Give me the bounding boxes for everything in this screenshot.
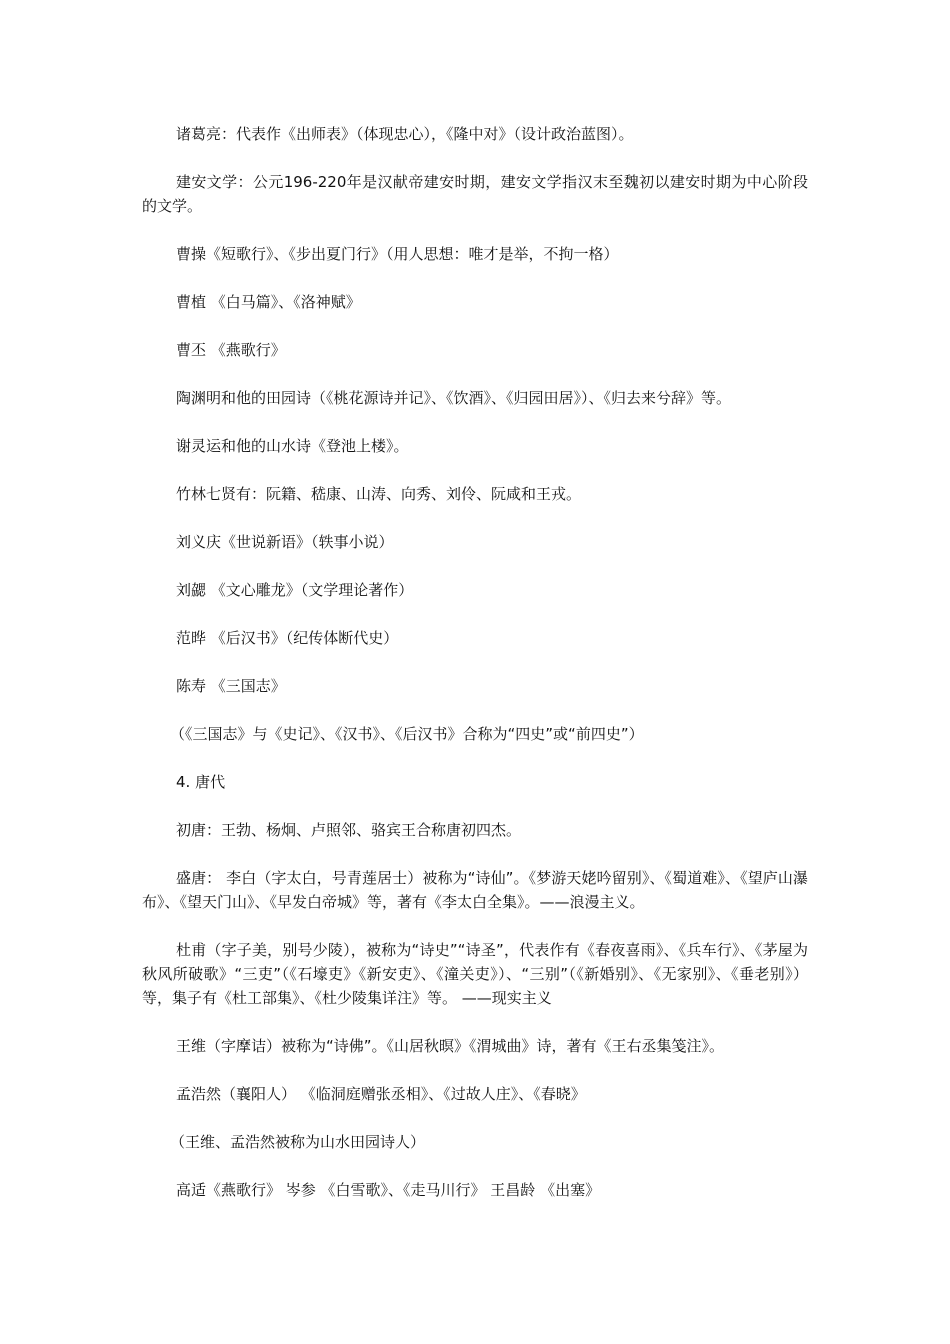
paragraph-early-tang: 初唐：王勃、杨炯、卢照邻、骆宾王合称唐初四杰。 [176,821,522,839]
paragraph-liu-xie: 刘勰 《文心雕龙》（文学理论著作） [176,581,414,599]
paragraph-cao-cao: 曹操《短歌行》、《步出夏门行》（用人思想：唯才是举，不拘一格） [176,245,619,263]
paragraph-cao-zhi: 曹植 《白马篇》、《洛神赋》 [176,293,361,311]
paragraph-meng-haoran: 孟浩然（襄阳人） 《临洞庭赠张丞相》、《过故人庄》、《春晓》 [176,1085,586,1103]
section-heading-tang: 4. 唐代 [176,773,226,791]
document-body [142,122,808,1226]
paragraph-fan-ye: 范晔 《后汉书》（纪传体断代史） [176,629,399,647]
paragraph-zhuge-liang: 诸葛亮：代表作《出师表》（体现忠心），《隆中对》（设计政治蓝图）。 [176,125,634,143]
paragraph-chen-shou: 陈寿 《三国志》 [176,677,286,695]
paragraph-landscape-poets: （王维、孟浩然被称为山水田园诗人） [170,1133,426,1151]
paragraph-xie-lingyun: 谢灵运和他的山水诗《登池上楼》。 [176,437,409,455]
paragraph-tao-yuanming: 陶渊明和他的田园诗（《桃花源诗并记》、《饮酒》、《归园田居》）、《归去来兮辞》等。 [176,389,732,407]
paragraph-li-bai: 盛唐： 李白（字太白，号青莲居士）被称为“诗仙”。《梦游天姥吟留别》、《蜀道难》、《望庐山瀑布》、《望天门山》、《早发白帝城》等，著有《李太白全集》。——浪漫主义。 [142,869,808,911]
paragraph-du-fu: 杜甫（字子美，别号少陵），被称为“诗史”“诗圣”，代表作有《春夜喜雨》、《兵车行》、《茅屋为秋风所破歌》“三吏”（《石壕吏》《新安吏》、《潼关吏》）、“三别”（《新婚别》、《无家别》、《垂老别》）等，集子有《杜工部集》、《杜少陵集详注》等。 ——现实主义 [142,941,808,1007]
paragraph-bamboo-seven-sages: 竹林七贤有：阮籍、嵇康、山涛、向秀、刘伶、阮咸和王戎。 [176,485,582,503]
paragraph-wang-wei: 王维（字摩诘）被称为“诗佛”。《山居秋暝》《渭城曲》诗，著有《王右丞集笺注》。 [176,1037,725,1055]
paragraph-frontier-poets: 高适《燕歌行》 岑参 《白雪歌》、《走马川行》 王昌龄 《出塞》 [176,1181,601,1199]
paragraph-liu-yiqing: 刘义庆《世说新语》（轶事小说） [176,533,394,551]
paragraph-four-histories: （《三国志》与《史记》、《汉书》、《后汉书》合称为“四史”或“前四史”） [170,725,644,743]
paragraph-cao-pi: 曹丕 《燕歌行》 [176,341,286,359]
paragraph-jian-an-literature: 建安文学：公元196-220年是汉献帝建安时期，建安文学指汉末至魏初以建安时期为中心阶段的文学。 [142,173,808,215]
